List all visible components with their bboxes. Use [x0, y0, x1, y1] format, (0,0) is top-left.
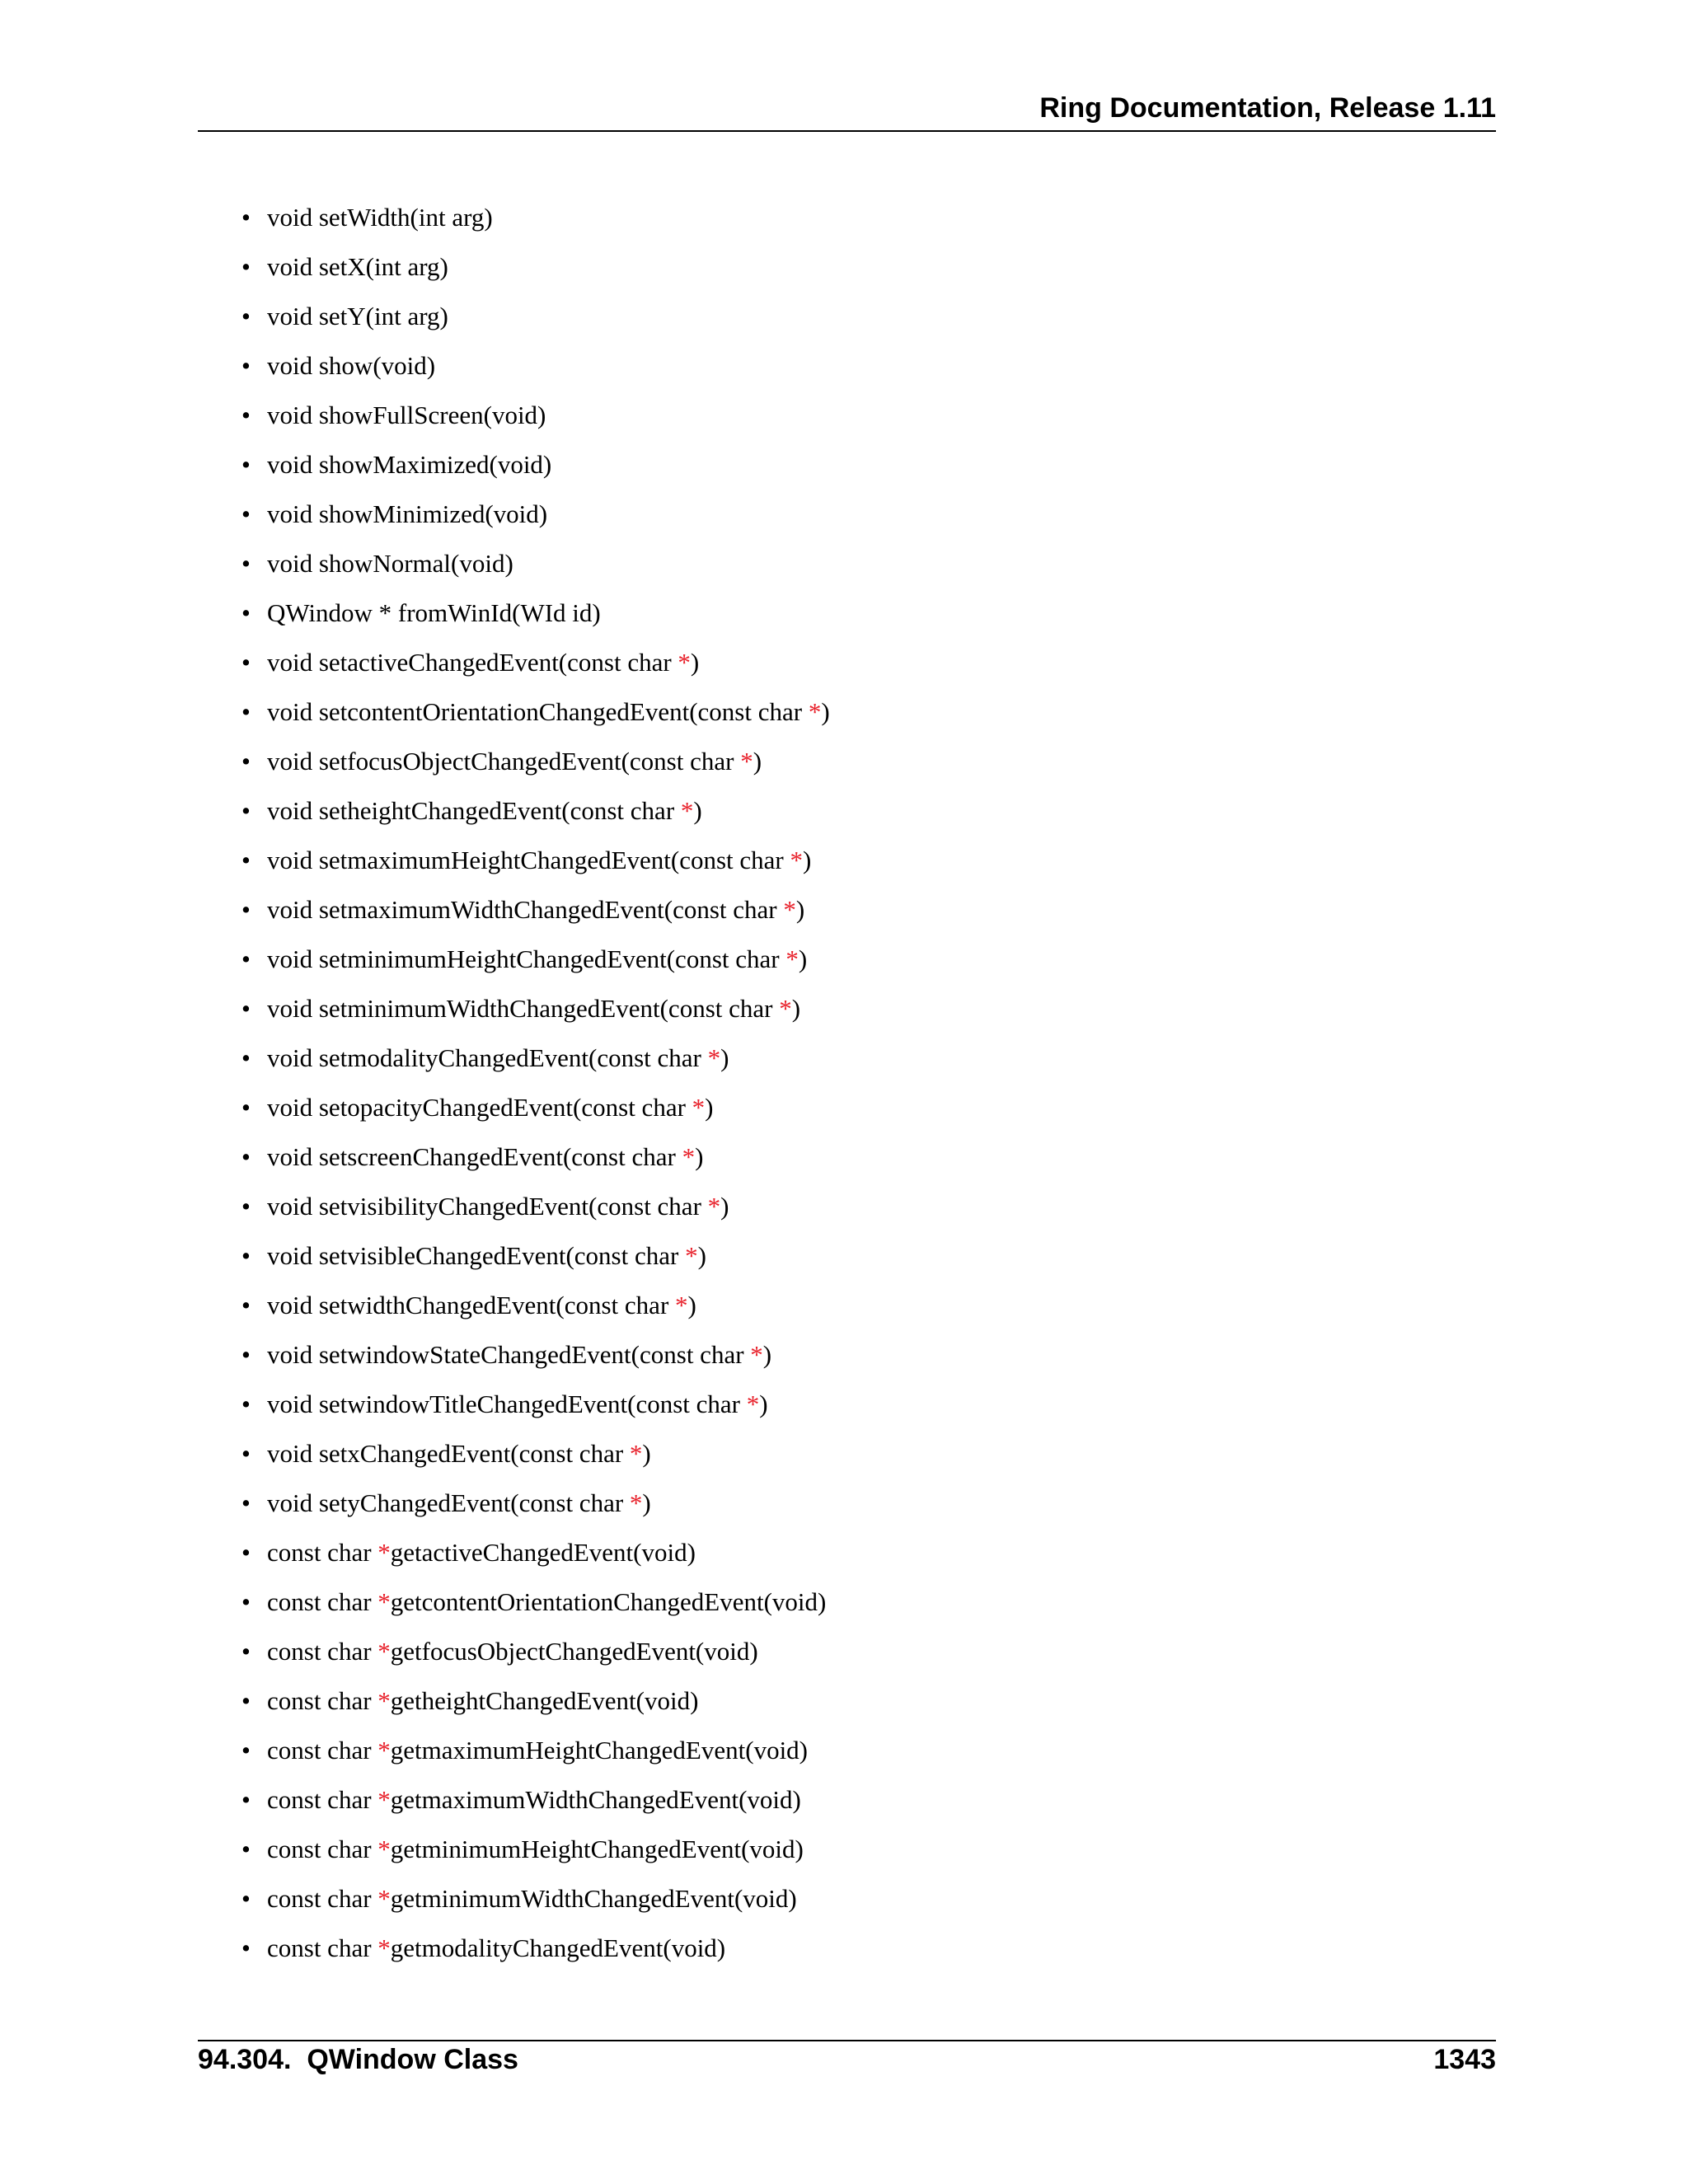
item-text: void setminimumWidthChangedEvent(const char: [267, 994, 780, 1023]
method-list: [0, 202, 830, 1982]
bullet-icon: •: [241, 1538, 251, 1567]
bullet-icon: •: [241, 1192, 251, 1221]
bullet-icon: •: [241, 1142, 251, 1171]
pointer-asterisk: *: [377, 1933, 391, 1962]
list-item: [0, 1834, 830, 1883]
list-item: [0, 845, 830, 894]
pointer-asterisk: *: [707, 1043, 721, 1072]
pointer-asterisk: *: [685, 1241, 698, 1270]
item-text: void setvisibleChangedEvent(const char: [267, 1241, 686, 1270]
list-item: [0, 1438, 830, 1488]
item-text: void setscreenChangedEvent(const char: [267, 1142, 682, 1171]
item-text: const char: [267, 1587, 378, 1616]
list-item: [0, 1933, 830, 1982]
bullet-icon: •: [241, 1241, 251, 1270]
pointer-asterisk: *: [675, 1291, 688, 1319]
bullet-icon: •: [241, 1488, 251, 1517]
item-text-suffix: ): [795, 895, 805, 924]
bullet-icon: •: [241, 697, 251, 726]
bullet-icon: •: [241, 1390, 251, 1418]
item-text-suffix: getactiveChangedEvent(void): [390, 1538, 696, 1567]
list-item: [0, 350, 830, 400]
bullet-icon: •: [241, 648, 251, 677]
list-item: [0, 1043, 830, 1092]
footer-section-title: 94.304. QWindow Class: [198, 2044, 518, 2075]
list-item: [0, 894, 830, 944]
bullet-icon: •: [241, 1439, 251, 1468]
item-text-suffix: ): [642, 1439, 651, 1468]
list-item: [0, 944, 830, 993]
list-item: [0, 400, 830, 449]
list-item: [0, 1339, 830, 1389]
pointer-asterisk: *: [629, 1488, 643, 1517]
pointer-asterisk: *: [680, 796, 694, 825]
item-text-suffix: ): [753, 747, 762, 776]
item-text-suffix: ): [693, 796, 702, 825]
pointer-asterisk: *: [377, 1538, 391, 1567]
item-text: void showNormal(void): [267, 549, 513, 578]
item-text-suffix: ): [798, 944, 808, 973]
bullet-icon: •: [241, 1291, 251, 1319]
pointer-asterisk: *: [678, 648, 691, 677]
pointer-asterisk: *: [377, 1587, 391, 1616]
item-text: const char: [267, 1637, 378, 1666]
bullet-icon: •: [241, 401, 251, 429]
bullet-icon: •: [241, 1587, 251, 1616]
pointer-asterisk: *: [746, 1390, 760, 1418]
item-text-suffix: ): [705, 1093, 714, 1122]
list-item: [0, 499, 830, 548]
bullet-icon: •: [241, 252, 251, 281]
item-text-suffix: ): [821, 697, 830, 726]
pointer-asterisk: *: [629, 1439, 643, 1468]
list-item: [0, 598, 830, 647]
bullet-icon: •: [241, 1340, 251, 1369]
item-text-suffix: ): [687, 1291, 696, 1319]
pointer-asterisk: *: [783, 895, 796, 924]
item-text: const char: [267, 1884, 378, 1913]
pointer-asterisk: *: [740, 747, 753, 776]
bullet-icon: •: [241, 1736, 251, 1765]
footer-page-number: 1343: [1433, 2044, 1496, 2075]
list-item: [0, 202, 830, 251]
pointer-asterisk: *: [377, 1736, 391, 1765]
bullet-icon: •: [241, 598, 251, 627]
bullet-icon: •: [241, 1785, 251, 1814]
pointer-asterisk: *: [682, 1142, 696, 1171]
item-text: void showMaximized(void): [267, 450, 552, 479]
item-text-suffix: ): [720, 1192, 729, 1221]
item-text: void setactiveChangedEvent(const char: [267, 648, 678, 677]
item-text: void show(void): [267, 351, 436, 380]
item-text: const char: [267, 1835, 378, 1863]
list-item: [0, 1488, 830, 1537]
item-text: void showMinimized(void): [267, 499, 548, 528]
item-text-suffix: ): [759, 1390, 768, 1418]
header-divider: [198, 130, 1496, 132]
list-item: [0, 449, 830, 499]
footer-divider: [198, 2040, 1496, 2041]
pointer-asterisk: *: [790, 846, 803, 874]
item-text-suffix: getminimumHeightChangedEvent(void): [390, 1835, 804, 1863]
list-item: [0, 1389, 830, 1438]
bullet-icon: •: [241, 1835, 251, 1863]
item-text-suffix: getmodalityChangedEvent(void): [390, 1933, 726, 1962]
list-item: [0, 1636, 830, 1685]
item-text: void setvisibilityChangedEvent(const char: [267, 1192, 708, 1221]
item-text-suffix: ): [690, 648, 700, 677]
bullet-icon: •: [241, 944, 251, 973]
list-item: [0, 795, 830, 845]
bullet-icon: •: [241, 846, 251, 874]
item-text: const char: [267, 1785, 378, 1814]
bullet-icon: •: [241, 351, 251, 380]
bullet-icon: •: [241, 1043, 251, 1072]
item-text: void setcontentOrientationChangedEvent(const char: [267, 697, 809, 726]
list-item: [0, 696, 830, 746]
bullet-icon: •: [241, 203, 251, 232]
list-item: [0, 251, 830, 301]
item-text: void setmaximumWidthChangedEvent(const char: [267, 895, 784, 924]
pointer-asterisk: *: [750, 1340, 763, 1369]
item-text: void setxChangedEvent(const char: [267, 1439, 630, 1468]
item-text-suffix: ): [803, 846, 812, 874]
bullet-icon: •: [241, 747, 251, 776]
item-text: void setheightChangedEvent(const char: [267, 796, 681, 825]
list-item: [0, 1784, 830, 1834]
item-text: QWindow * fromWinId(WId id): [267, 598, 601, 627]
item-text-suffix: getminimumWidthChangedEvent(void): [390, 1884, 797, 1913]
item-text: void setmodalityChangedEvent(const char: [267, 1043, 708, 1072]
list-item: [0, 746, 830, 795]
item-text: void setfocusObjectChangedEvent(const char: [267, 747, 741, 776]
pointer-asterisk: *: [377, 1686, 391, 1715]
bullet-icon: •: [241, 499, 251, 528]
bullet-icon: •: [241, 302, 251, 330]
item-text-suffix: ): [762, 1340, 772, 1369]
item-text: const char: [267, 1538, 378, 1567]
running-header-title: Ring Documentation, Release 1.11: [1039, 92, 1496, 124]
list-item: [0, 1191, 830, 1240]
list-item: [0, 1141, 830, 1191]
item-text: void setminimumHeightChangedEvent(const char: [267, 944, 786, 973]
bullet-icon: •: [241, 1686, 251, 1715]
list-item: [0, 647, 830, 696]
item-text: void setopacityChangedEvent(const char: [267, 1093, 692, 1122]
list-item: [0, 1092, 830, 1141]
pointer-asterisk: *: [785, 944, 799, 973]
bullet-icon: •: [241, 1933, 251, 1962]
item-text-suffix: getmaximumHeightChangedEvent(void): [390, 1736, 808, 1765]
list-item: [0, 1883, 830, 1933]
list-item: [0, 993, 830, 1043]
pointer-asterisk: *: [377, 1835, 391, 1863]
bullet-icon: •: [241, 549, 251, 578]
bullet-icon: •: [241, 796, 251, 825]
item-text-suffix: ): [695, 1142, 704, 1171]
item-text: const char: [267, 1736, 378, 1765]
item-text: void setwidthChangedEvent(const char: [267, 1291, 676, 1319]
bullet-icon: •: [241, 1884, 251, 1913]
item-text: void setyChangedEvent(const char: [267, 1488, 630, 1517]
item-text: void setmaximumHeightChangedEvent(const char: [267, 846, 790, 874]
item-text-suffix: getheightChangedEvent(void): [390, 1686, 699, 1715]
item-text-suffix: ): [697, 1241, 706, 1270]
list-item: [0, 1735, 830, 1784]
item-text: void setwindowStateChangedEvent(const char: [267, 1340, 751, 1369]
pointer-asterisk: *: [377, 1637, 391, 1666]
pointer-asterisk: *: [377, 1785, 391, 1814]
pointer-asterisk: *: [808, 697, 822, 726]
item-text: void showFullScreen(void): [267, 401, 546, 429]
item-text: const char: [267, 1933, 378, 1962]
item-text-suffix: getfocusObjectChangedEvent(void): [390, 1637, 758, 1666]
pointer-asterisk: *: [377, 1884, 391, 1913]
pointer-asterisk: *: [692, 1093, 706, 1122]
item-text-suffix: ): [791, 994, 801, 1023]
item-text: const char: [267, 1686, 378, 1715]
item-text-suffix: ): [642, 1488, 651, 1517]
list-item: [0, 1537, 830, 1586]
list-item: [0, 1240, 830, 1290]
item-text: void setwindowTitleChangedEvent(const char: [267, 1390, 747, 1418]
item-text: void setX(int arg): [267, 252, 448, 281]
pointer-asterisk: *: [779, 994, 792, 1023]
item-text-suffix: getmaximumWidthChangedEvent(void): [390, 1785, 801, 1814]
bullet-icon: •: [241, 1093, 251, 1122]
bullet-icon: •: [241, 895, 251, 924]
list-item: [0, 1685, 830, 1735]
item-text-suffix: ): [720, 1043, 729, 1072]
list-item: [0, 301, 830, 350]
list-item: [0, 548, 830, 598]
pointer-asterisk: *: [707, 1192, 721, 1221]
bullet-icon: •: [241, 1637, 251, 1666]
list-item: [0, 1586, 830, 1636]
item-text-suffix: getcontentOrientationChangedEvent(void): [390, 1587, 827, 1616]
item-text: void setWidth(int arg): [267, 203, 493, 232]
item-text: void setY(int arg): [267, 302, 448, 330]
bullet-icon: •: [241, 994, 251, 1023]
list-item: [0, 1290, 830, 1339]
bullet-icon: •: [241, 450, 251, 479]
